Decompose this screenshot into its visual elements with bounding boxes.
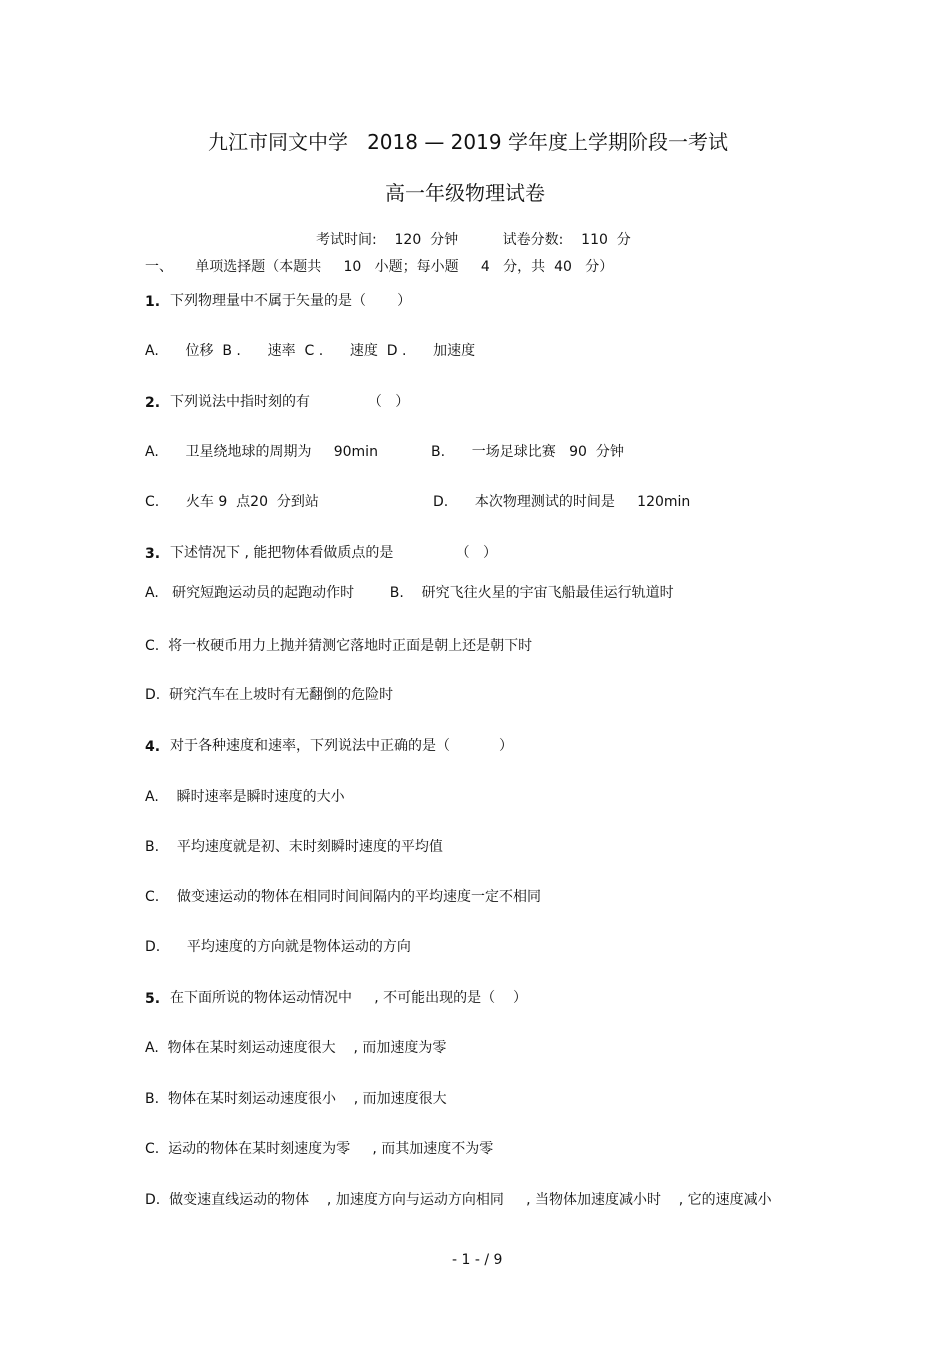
- question-option: A. 物体在某时刻运动速度很大 , 而加速度为零: [145, 1040, 447, 1056]
- exam-subtitle: 高一年级物理试卷: [385, 181, 545, 205]
- question-stem: 下列说法中指时刻的有 （ ）: [170, 394, 410, 410]
- question-option: C. 做变速运动的物体在相同时间间隔内的平均速度一定不相同: [145, 889, 542, 905]
- page-number: - 1 - / 9: [452, 1252, 503, 1268]
- question-option: C. 将一枚硬币用力上抛并猜测它落地时正面是朝上还是朝下时: [145, 638, 533, 654]
- question-stem: 下列物理量中不属于矢量的是（ ）: [170, 293, 412, 309]
- question-option: D. 做变速直线运动的物体 , 加速度方向与运动方向相同 , 当物体加速度减小时 , 它的速度减小: [145, 1192, 772, 1208]
- question-stem: 在下面所说的物体运动情况中 , 不可能出现的是（ ）: [170, 990, 527, 1006]
- question-option: C. 火车 9 点20 分到站: [145, 494, 319, 510]
- question-number: 1.: [145, 294, 161, 310]
- exam-title: 九江市同文中学 2018 — 2019 学年度上学期阶段一考试: [208, 130, 728, 154]
- question-number: 4.: [145, 739, 161, 755]
- question-number: 2.: [145, 395, 161, 411]
- question-option: D. 本次物理测试的时间是 120min: [433, 494, 691, 510]
- question-option: A. 位移 B . 速率 C . 速度 D . 加速度: [145, 343, 476, 359]
- exam-info: 考试时间: 120 分钟 试卷分数: 110 分: [316, 232, 631, 248]
- question-number: 3.: [145, 546, 161, 562]
- question-number: 5.: [145, 991, 161, 1007]
- question-option: B. 物体在某时刻运动速度很小 , 而加速度很大: [145, 1091, 447, 1107]
- question-option: C. 运动的物体在某时刻速度为零 , 而其加速度不为零: [145, 1141, 494, 1157]
- question-stem: 对于各种速度和速率，下列说法中正确的是（ ）: [170, 738, 513, 754]
- question-stem: 下述情况下 , 能把物体看做质点的是 （ ）: [170, 545, 498, 561]
- question-option: D. 平均速度的方向就是物体运动的方向: [145, 939, 411, 955]
- question-option: A. 瞬时速率是瞬时速度的大小: [145, 789, 345, 805]
- question-option: B. 一场足球比赛 90 分钟: [431, 444, 624, 460]
- question-option: A. 卫星绕地球的周期为 90min: [145, 444, 378, 460]
- section-heading: 一、 单项选择题（本题共 10 小题；每小题 4 分，共 40 分）: [145, 259, 614, 275]
- question-option: B. 平均速度就是初、末时刻瞬时速度的平均值: [145, 839, 443, 855]
- question-option: A. 研究短跑运动员的起跑动作时 B. 研究飞往火星的宇宙飞船最佳运行轨道时: [145, 585, 674, 601]
- question-option: D. 研究汽车在上坡时有无翻倒的危险时: [145, 687, 394, 703]
